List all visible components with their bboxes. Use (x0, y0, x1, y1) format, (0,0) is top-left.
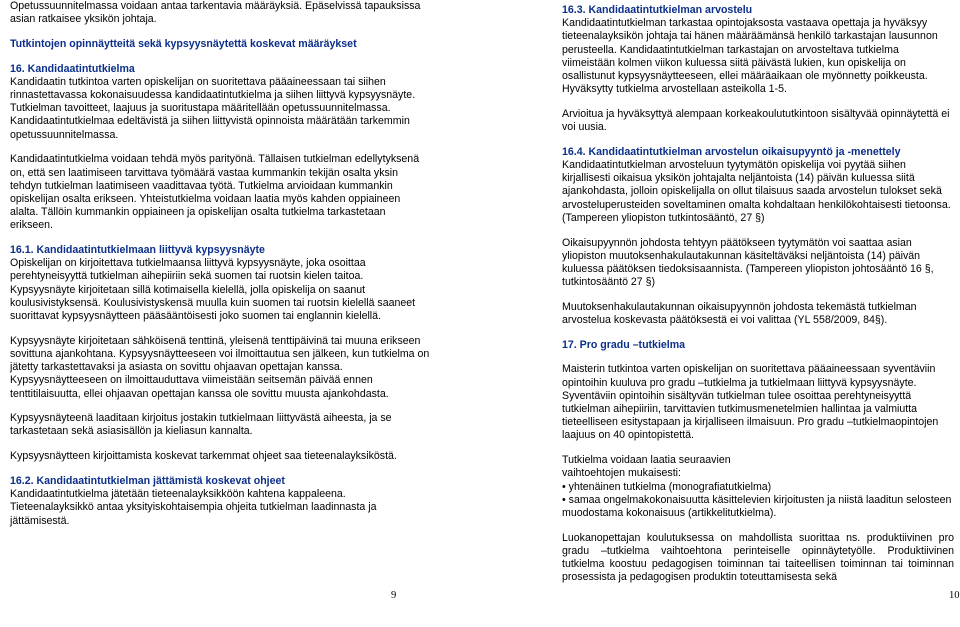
heading-16-2: 16.2. Kandidaatintutkielman jättämistä koskevat ohjeet (10, 474, 285, 487)
heading-17: 17. Pro gradu –tutkielma (562, 338, 686, 351)
paragraph: Kandidaatintutkielman tarkastaa opintojaksosta vastaava opettaja ja hyväksyy tieteenalayksikön johtaja tai hänen määräämänsä henkilö tarkastajan lausunnon perusteella. Kandidaatintutkielman tarkastajan on arvosteltava tutkielma viimeistään kolmen viikon kuluessa siitä päivästä lukien, kun opiskelija on osallistunut kypsyysnäytteeseen, ellei määräaikaan ole myönnetty poikkeusta. Hyväksytty tutkielma arvostellaan asteikolla 1-5. (562, 17, 938, 96)
paragraph: Kypsyysnäyte kirjoitetaan sähköisenä tenttinä, yleisenä tenttipäivinä tai muuna erikseen sovittuna ajankohtana. Kypsyysnäytteeseen voi ilmoittautua sen jälkeen, kun tutkielma on jätetty tarkastettavaksi ja asiasta on sovittu ohjaavan opettajan kanssa. Kypsyysnäytteeseen on ilmoittauduttava viimeistään seitsemän päivää ennen tenttitilaisuutta, ellei ohjaavan opettajan kanssa ole sovittu muusta ajankohdasta. (10, 334, 430, 400)
paragraph: Kypsyysnäyteenä laaditaan kirjoitus jostakin tutkielmaan liittyvästä aiheesta, ja se tarkastetaan sekä asiasisällön ja kieliasun kannalta. (10, 412, 392, 438)
paragraph: Opiskelijan on kirjoitettava tutkielmaansa liittyvä kypsyysnäyte, joka osoittaa perehtyneisyyttä tutkielman aihepiiriin sekä suomen tai ruotsin kielen taitoa. Kypsyysnäyte kirjoitetaan sillä kotimaisella kielellä, jolla opiskelija on saanut koulusivistyksensä. Koulusivistyskensä muulla kuin suomen tai ruotsin kielellä saaneet suorittavat kypsyysnäytteen pääsääntöisesti joko suomen tai englannin kielellä. (10, 257, 416, 323)
paragraph: Luokanopettajan koulutuksessa on mahdollista suorittaa ns. produktiivinen pro gradu –tutkielma vaihtoehtona perinteiselle opinnäytetyölle. Produktiivinen tutkielma koostuu pedagogisen toiminnan tai taiteellisen toiminnan tai toiminnan prosessista ja pedagogisen produktin toteuttamisesta sekä (562, 531, 954, 584)
text: Kandidaatintutkielmaa edeltävistä ja siihen liittyvistä opinnoista määrätään tarkemmin opetussuunnitelmassa. (10, 115, 410, 141)
paragraph: Kypsyysnäytteen kirjoittamista koskevat tarkemmat ohjeet saa tieteenalayksiköstä. (10, 450, 397, 463)
list-item: • yhtenäinen tutkielma (monografiatutkielma) (562, 481, 954, 494)
paragraph: Maisterin tutkintoa varten opiskelijan on suoritettava pääaineessaan syventäviin opintoihin kuuluva pro gradu –tutkielma ja tutkielmaan liittyvä kypsyysnäyte. Syventäviin opintoihin sisältyvän tutkielman tulee osoittaa perehtyneisyyttä tutkielman aihepiiriin, tarvittavien tutkimusmenetelmien hallintaa ja valmiutta tieteelliseen esitystapaan ja kirjalliseen ilmaisuun. Pro gradu –tutkielmaopintojen laajuus on 40 opintopistettä. (562, 363, 939, 442)
left-page (10, 0, 430, 539)
paragraph: Kandidaatintutkielma jätetään tieteenalayksikköön kahtena kappaleena. Tieteenalayksikkö antaa yksityiskohtaisempia ohjeita tutkielman laadinnasta ja jättämisestä. (10, 488, 377, 527)
text: Tällaisen tutkielman edellytyksenä on, että sen laatimiseen tarvittava työmäärä vastaa kummankin tekijän osalta yksin tehdyn tutkielman laatimiseen vaadittavaa työtä. Tutkielma arvioidaan kummankin opiskelijan osalta erikseen. Yhteistutkielma voidaan laatia myös kahden oppiaineen alalta. Tällöin kummankin oppiaineen ja opiskelijan osalta tutkielma tarkastetaan erikseen. (10, 153, 420, 232)
page-number-right: 10 (949, 590, 960, 601)
paragraph: Arvioitua ja hyväksyttyä alempaan korkeakoulututkintoon sisältyvää opinnäytettä ei voi uusia. (562, 107, 950, 134)
list-item: • samaa ongelmakokonaisuutta käsittelevien kirjoitusten ja niistä laaditun selosteen muodostama kokonaisuus (artikkelitutkielma). (562, 494, 954, 520)
paragraph: vaihtoehtojen mukaisesti: (562, 467, 681, 480)
page-number-left: 9 (391, 590, 397, 601)
right-page (562, 4, 954, 596)
text: Kandidaatintutkielma voidaan tehdä myös parityönä. (10, 153, 256, 166)
heading-16: 16. Kandidaatintutkielma (10, 62, 135, 75)
paragraph: Tutkielma voidaan laatia seuraavien (562, 454, 731, 467)
section-16 (10, 63, 430, 233)
text: Kandidaatin tutkintoa varten opiskelijan on suoritettava pääaineessaan tai siihen rinnastettavassa kokonaisuudessa kandidaatintutkielma ja siihen liittyvä kypsyysnäyte. Tutkielman tavoitteet, laajuus ja suoritustapa määritellään opetussuunnitelmassa. (10, 75, 416, 115)
heading-16-1: 16.1. Kandidaatintutkielmaan liittyvä kypsyysnäyte (10, 244, 265, 257)
paragraph: Muutoksenhakulautakunnan oikaisupyynnön johdosta tekemästä tutkielman arvostelua koskevasta päätöksestä ei voi valittaa (YL 558/2009, 84§). (562, 300, 917, 327)
heading-16-4: 16.4. Kandidaatintutkielman arvostelun oikaisupyyntö ja -menettely (562, 145, 901, 158)
paragraph: Oikaisupyynnön johdosta tehtyyn päätökseen tyytymätön voi saattaa asian yliopiston muutoksenhakulautakunnan käsiteltäväksi neljäntoista (14) päivän kuluessa päätöksen tiedoksisaannista. (Tampereen yliopiston johtosääntö 16 §, tutkintosääntö 27 §) (562, 236, 934, 289)
paragraph: Kandidaatintutkielman arvosteluun tyytymätön opiskelija voi pyytää siihen kirjallisesti oikaisua yksikön johtajalta neljäntoista (14) päivän kuluessa siitä ajankohdasta, jolloin opiskelijalla on ollut tilaisuus saada arvostelun tulokset sekä arvosteluperusteiden soveltaminen omalta kohdaltaan henkilökohtaisesti tietoonsa. (Tampereen yliopiston tutkintosääntö, 27 §) (562, 159, 951, 224)
paragraph (10, 76, 430, 142)
paragraph: Opetussuunnitelmassa voidaan antaa tarkentavia määräyksiä. Epäselvissä tapauksissa asian ratkaisee yksikön johtaja. (10, 0, 421, 26)
heading-16-3: 16.3. Kandidaatintutkielman arvostelu (562, 4, 753, 16)
paragraph (10, 153, 430, 232)
section-heading: Tutkintojen opinnäytteitä sekä kypsyysnäytettä koskevat määräykset (10, 37, 357, 50)
